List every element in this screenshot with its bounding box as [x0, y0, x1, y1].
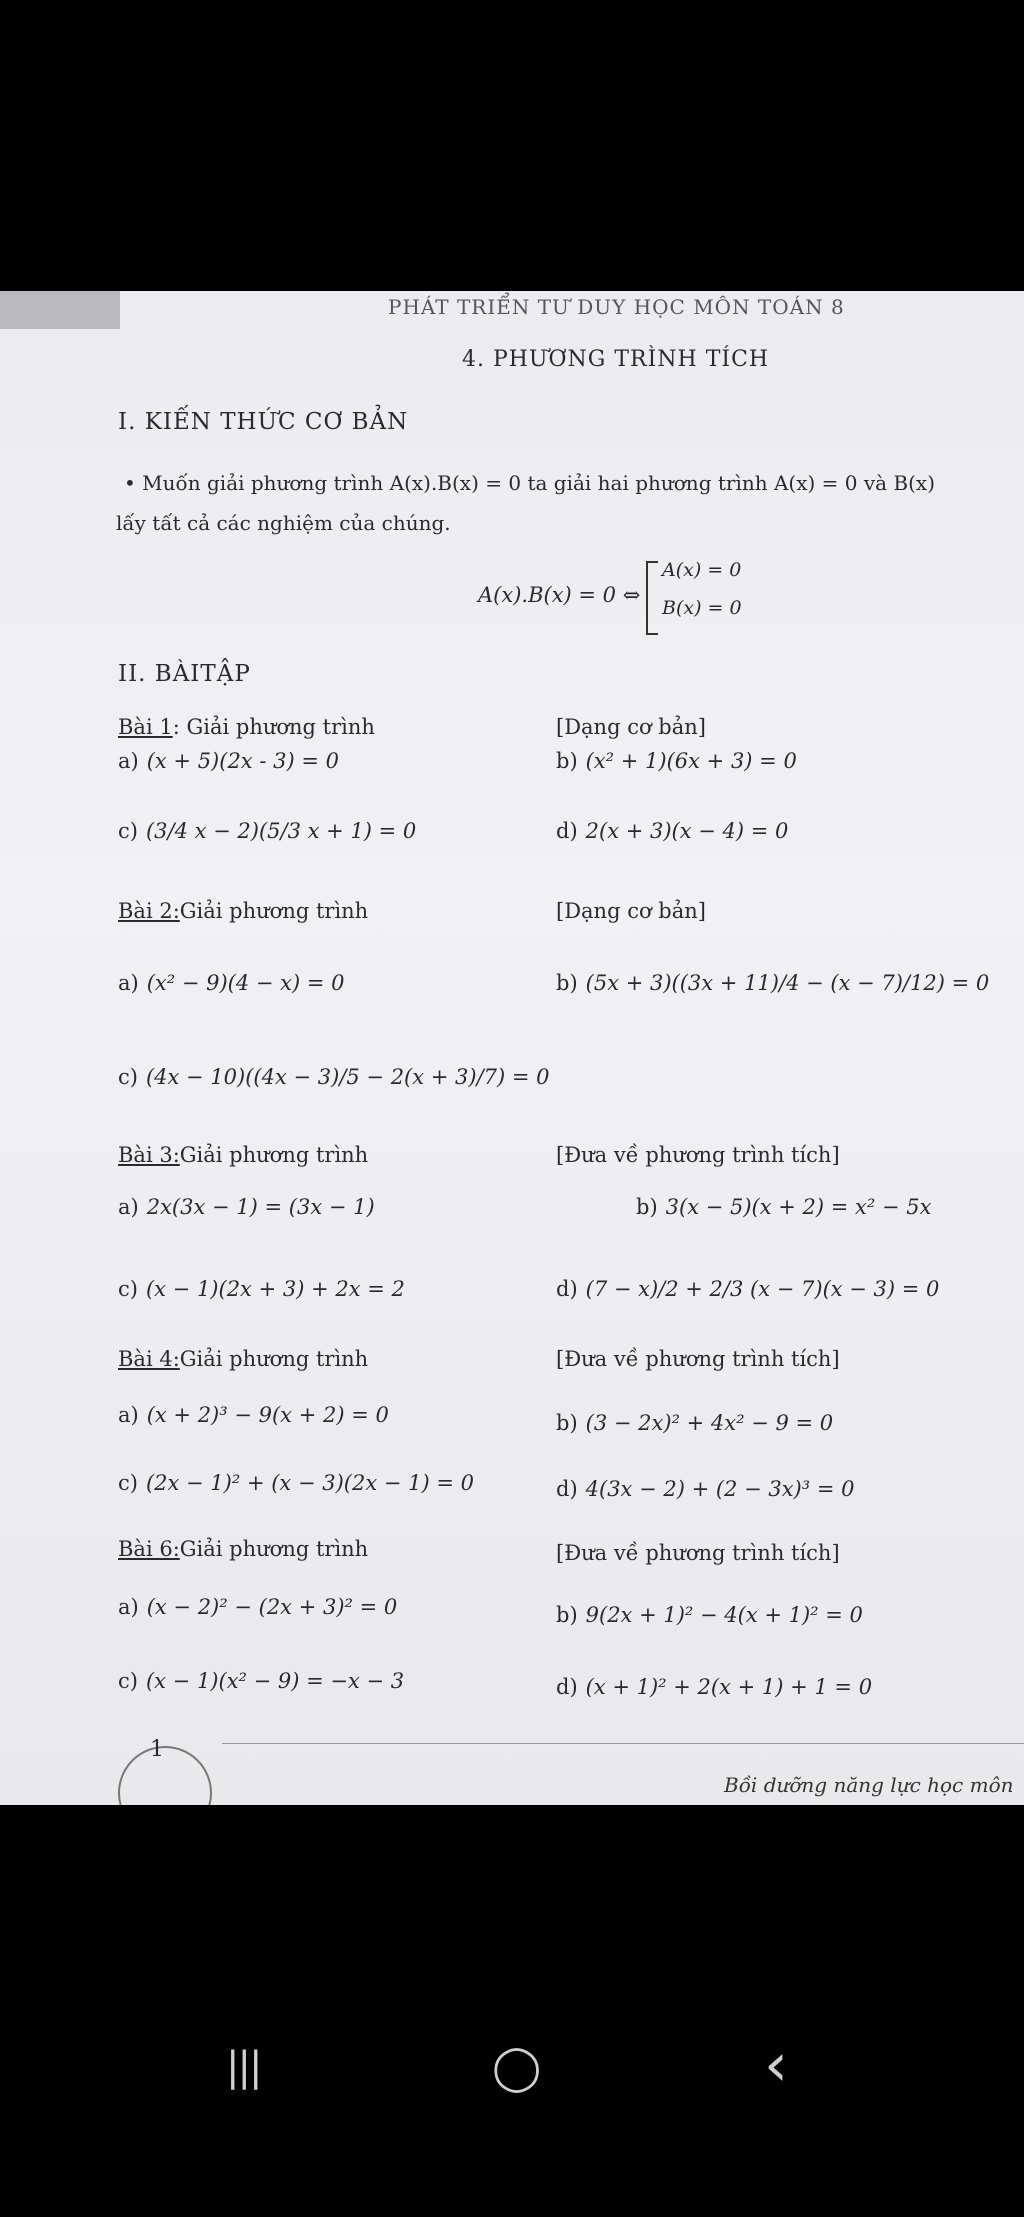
exercise-3d: d) (7 − x)/2 + 2/3 (x − 7)(x − 3) = 0: [556, 1277, 940, 1301]
exercise-2a: a) (x² − 9)(4 − x) = 0: [118, 971, 345, 995]
exercise-6c: c) (x − 1)(x² − 9) = −x − 3: [118, 1669, 405, 1693]
exercise-4b: b) (3 − 2x)² + 4x² − 9 = 0: [556, 1411, 834, 1435]
back-button[interactable]: ‹: [764, 2030, 788, 2100]
theory-formula-left: A(x).B(x) = 0 ⇔: [478, 583, 641, 607]
exercise-2-tag: [Dạng cơ bản]: [556, 899, 706, 923]
exercise-1c: c) (3/4 x − 2)(5/3 x + 1) = 0: [118, 819, 417, 843]
exercise-1-tag: [Dạng cơ bản]: [556, 715, 706, 739]
exercise-4a: a) (x + 2)³ − 9(x + 2) = 0: [118, 1403, 389, 1427]
theory-formula-bottom: B(x) = 0: [662, 597, 742, 619]
exercise-6b: b) 9(2x + 1)² − 4(x + 1)² = 0: [556, 1603, 863, 1627]
exercise-2b: b) (5x + 3)((3x + 11)/4 − (x − 7)/12) = 0: [556, 971, 990, 995]
system-bracket: [646, 561, 658, 635]
exercise-2c: c) (4x − 10)((4x − 3)/5 − 2(x + 3)/7) = 0: [118, 1065, 550, 1089]
home-button[interactable]: ◯: [492, 2042, 542, 2093]
exercise-1b: b) (x² + 1)(6x + 3) = 0: [556, 749, 797, 773]
exercise-3c: c) (x − 1)(2x + 3) + 2x = 2: [118, 1277, 405, 1301]
exercise-2-heading: Bài 2:Giải phương trình: [118, 899, 369, 923]
theory-formula: [478, 583, 640, 607]
section-heading-theory: I. KIẾN THỨC CƠ BẢN: [118, 409, 409, 435]
footer-rule: [222, 1743, 1024, 1744]
exercise-3a: a) 2x(3x − 1) = (3x − 1): [118, 1195, 375, 1219]
exercise-6-tag: [Đưa về phương trình tích]: [556, 1541, 840, 1565]
exercise-1a: a) (x + 5)(2x - 3) = 0: [118, 749, 339, 773]
android-nav-bar: [0, 2030, 1024, 2217]
section-heading-exercises: II. BÀITẬP: [118, 661, 251, 687]
exercise-1-heading: Bài 1: Giải phương trình: [118, 715, 375, 739]
exercise-3b: b) 3(x − 5)(x + 2) = x² − 5x: [636, 1195, 932, 1219]
header-tab: [0, 291, 120, 329]
theory-line-2: lấy tất cả các nghiệm của chúng.: [116, 511, 451, 535]
exercise-4-tag: [Đưa về phương trình tích]: [556, 1347, 840, 1371]
exercise-1d: d) 2(x + 3)(x − 4) = 0: [556, 819, 789, 843]
exercise-6-heading: Bài 6:Giải phương trình: [118, 1537, 369, 1561]
exercise-3-tag: [Đưa về phương trình tích]: [556, 1143, 840, 1167]
exercise-3-heading: Bài 3:Giải phương trình: [118, 1143, 369, 1167]
page-title: 4. PHƯƠNG TRÌNH TÍCH: [462, 347, 770, 372]
exercise-6a: a) (x − 2)² − (2x + 3)² = 0: [118, 1595, 398, 1619]
recent-apps-button[interactable]: |||: [226, 2044, 261, 2090]
page-number: 1: [150, 1737, 164, 1762]
document-page: [0, 291, 1024, 1805]
footer-text: Bồi dưỡng năng lực học môn: [724, 1773, 1014, 1797]
theory-line-1: • Muốn giải phương trình A(x).B(x) = 0 ta giải hai phương trình A(x) = 0 và B(x): [124, 471, 936, 495]
exercise-4d: d) 4(3x − 2) + (2 − 3x)³ = 0: [556, 1477, 855, 1501]
exercise-4-heading: Bài 4:Giải phương trình: [118, 1347, 369, 1371]
exercise-4c: c) (2x − 1)² + (x − 3)(2x − 1) = 0: [118, 1471, 474, 1495]
exercise-6d: d) (x + 1)² + 2(x + 1) + 1 = 0: [556, 1675, 873, 1699]
page-number-circle: [118, 1746, 212, 1805]
page-header: PHÁT TRIỂN TƯ DUY HỌC MÔN TOÁN 8: [388, 295, 845, 319]
theory-formula-top: A(x) = 0: [662, 559, 742, 581]
